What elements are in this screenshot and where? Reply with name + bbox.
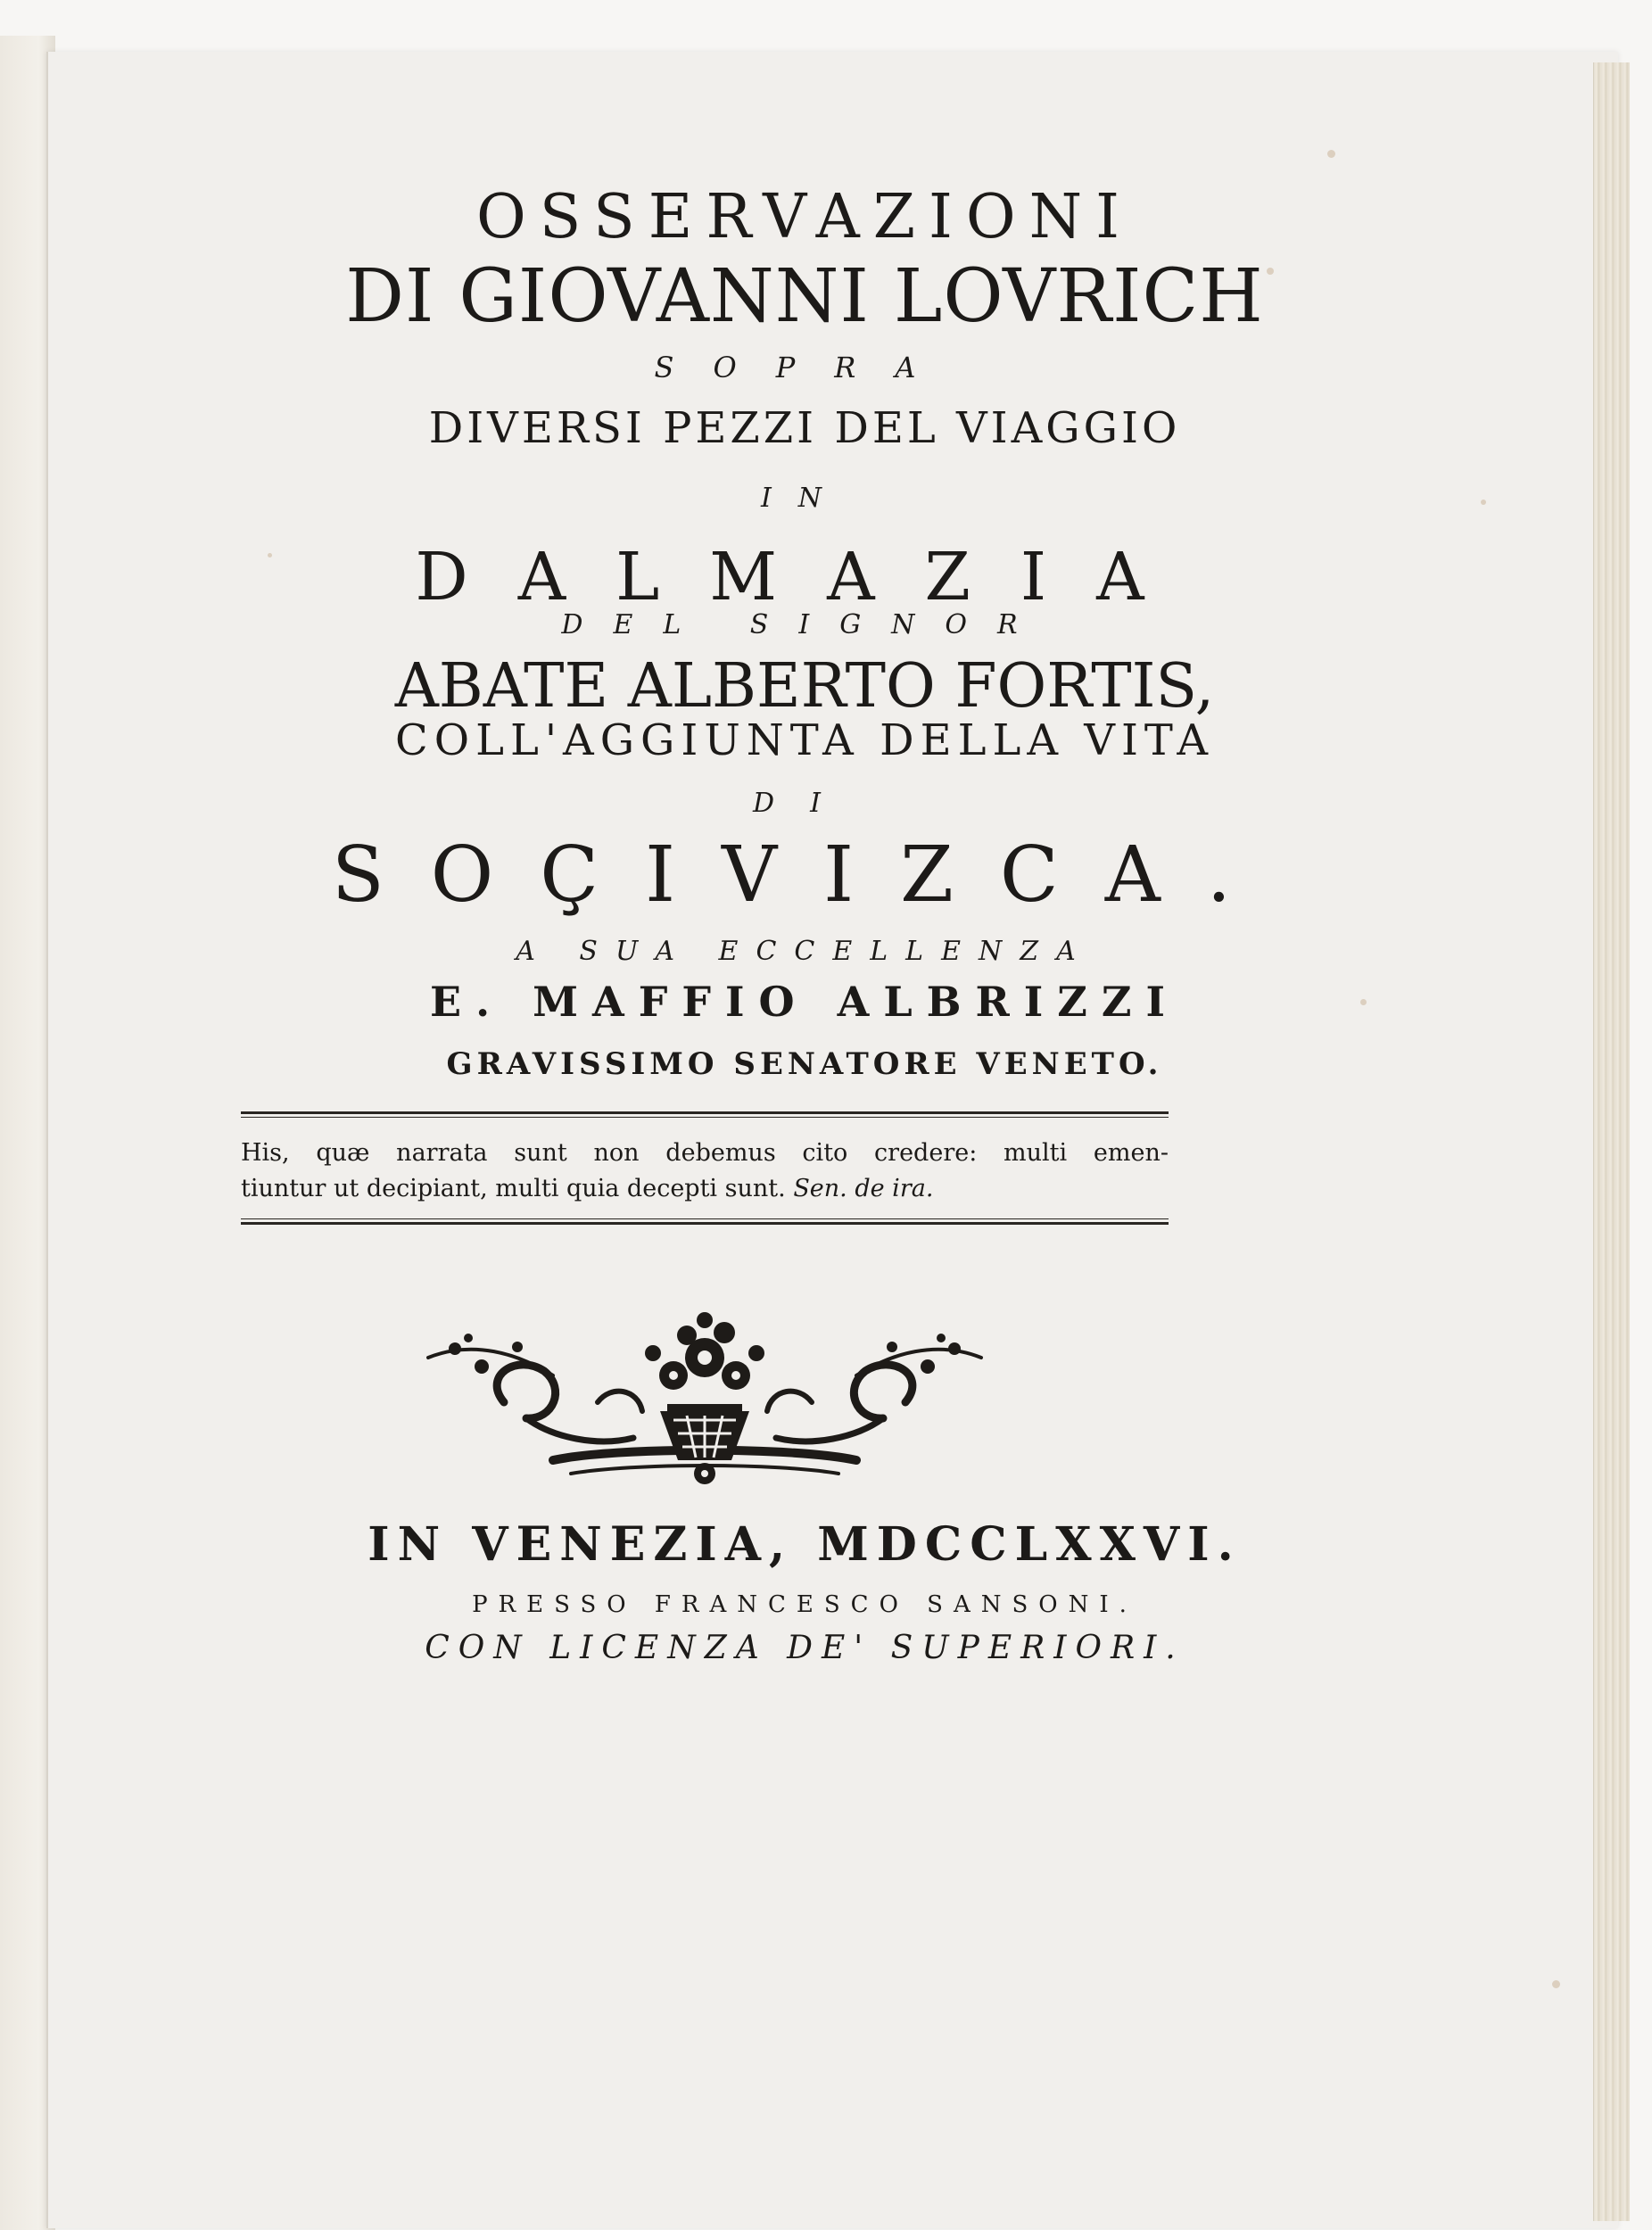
epigraph-bottom-rule-thin — [241, 1218, 1169, 1219]
floral-basket-vignette-icon — [419, 1304, 990, 1491]
title-line-fortis: ABATE ALBERTO FORTIS, — [394, 651, 1215, 722]
imprint-place-date: IN VENEZIA, MDCCLXXVI. — [368, 1517, 1242, 1572]
epigraph-top-rule — [241, 1111, 1169, 1114]
title-line-dalmazia: DALMAZIA — [415, 539, 1194, 615]
epigraph-line-2 — [241, 1172, 1169, 1205]
title-line-in: IN — [760, 483, 849, 514]
dedicatee-title: GRAVISSIMO SENATORE VENETO. — [446, 1046, 1163, 1082]
title-line-sopra: SOPRA — [654, 351, 955, 384]
dedicatee-name: E. MAFFIO ALBRIZZI — [430, 978, 1179, 1026]
foxing-spot — [1327, 150, 1335, 158]
epigraph-top-rule-thin — [241, 1117, 1169, 1118]
title-line-osservazioni: OSSERVAZIONI — [476, 182, 1133, 252]
title-line-author: DI GIOVANNI LOVRICH — [345, 254, 1264, 339]
epigraph-source: Sen. de ira. — [793, 1175, 934, 1202]
page-fore-edge — [1593, 62, 1630, 2221]
imprint-license: CON LICENZA DE' SUPERIORI. — [425, 1630, 1185, 1666]
title-line-socivizca: SOÇIVIZCA. — [331, 830, 1278, 920]
epigraph-bottom-rule — [241, 1222, 1169, 1225]
title-line-di: DI — [753, 788, 856, 819]
imprint-printer: PRESSO FRANCESCO SANSONI. — [472, 1591, 1137, 1618]
dedication-intro: A SUA ECCELLENZA — [516, 936, 1094, 967]
title-line-aggiunta: COLL'AGGIUNTA DELLA VITA — [395, 715, 1214, 765]
title-line-diversi-pezzi: DIVERSI PEZZI DEL VIAGGIO — [428, 403, 1181, 453]
title-line-del-signor: DEL SIGNOR — [561, 609, 1048, 640]
epigraph-line-1: His, quæ narrata sunt non debemus cito credere: multi emen- — [241, 1139, 1169, 1167]
epigraph-text: tiuntur ut decipiant, multi quia decepti sunt. — [241, 1175, 786, 1202]
foxing-spot — [1552, 1980, 1560, 1988]
